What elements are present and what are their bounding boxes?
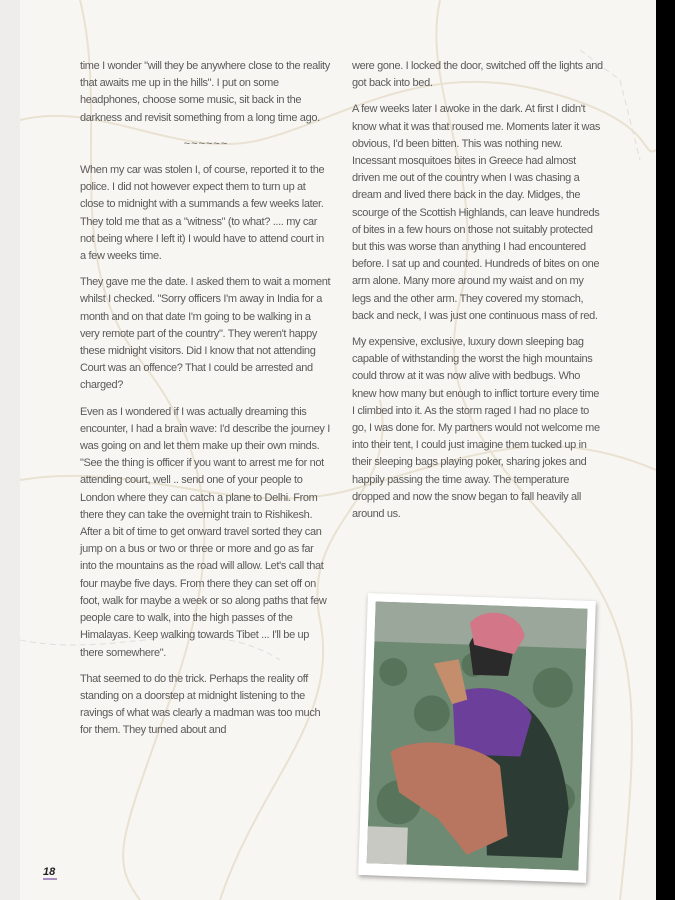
- page-number: 18: [43, 866, 56, 878]
- photo-crouching-man: [358, 593, 596, 883]
- paragraph: A few weeks later I awoke in the dark. At first I didn't know what it was that roused me. Moments later it was obvious, I'd been bitten. This was nothing new. Incessant mosquitoes bites in Greece had almost driven me out of the country when I was chasing a dream and lived there back in the day. Midges, the scourge of the Scottish Highlands, can leave hundreds of bites in a few hours on those not suitably protected but this was worse than anything I had encountered before. I sat up and counted. Hundreds of bites on one arm alone. Many more around my waist and on my legs and the other arm. They covered my stomach, back and neck, I was just one continuous mass of red.: [352, 103, 601, 322]
- paragraph: They gave me the date. I asked them to wait a moment whilst I checked. "Sorry officers I'm away in India for a month and on that date I'm going to be walking in a very remote part of the country". They weren't happy these midnight visitors. Did I know that not attending Court was an offence? That I could be arrested and charged?: [80, 276, 331, 392]
- section-separator: ~~~~~~: [183, 137, 229, 150]
- page-edge: [0, 0, 20, 900]
- page-number-underline: [43, 878, 57, 880]
- paragraph: time I wonder "will they be anywhere close to the reality that awaits me up in the hills". I put on some headphones, choose some music, sit back in the darkness and revisit something from a long time ago.: [80, 60, 330, 124]
- article-column-left: [80, 58, 332, 749]
- article-column-right: [352, 58, 604, 532]
- paragraph: My expensive, exclusive, luxury down sleeping bag capable of withstanding the worst the high mountains could throw at it was now alive with bedbugs. Who knew how many but enough to inflict torture every time I climbed into it. As the storm raged I had no place to go, I was done for. My partners would not welcome me into their tent, I could just imagine them tucked up in their sleeping bags playing poker, sharing jokes and happily passing the time away. The temperature dropped and now the snow began to fall heavily all around us.: [352, 336, 600, 521]
- paragraph: That seemed to do the trick. Perhaps the reality off standing on a doorstep at midnight listening to the ravings of what was clearly a madman was too much for them. They turned about and: [80, 672, 321, 737]
- paragraph: Even as I wondered if I was actually dreaming this encounter, I had a brain wave: I'd describe the journey I was going on and let them make up their own minds. "See the thing is officer if you want to arrest me for not attending court, well .. send one of your people to London where they can catch a plane to Delhi. From there they can take the overnight train to Rishikesh. After a bit of time to get onward travel sorted they can jump on a bus or two or three or more and go as far into the mountains as the road will allow. Let's call that four maybe five days. From there they can set off on foot, walk for maybe a week or so along paths that few people care to walk, into the high passes of the Himalayas. Keep walking towards Tibet ... I'll be up there somewhere".: [80, 405, 330, 659]
- photo-image: [367, 601, 588, 870]
- paragraph: were gone. I locked the door, switched off the lights and got back into bed.: [352, 60, 603, 90]
- paragraph: When my car was stolen I, of course, reported it to the police. I did not however expect them to turn up at close to midnight with a summands a few weeks later. They told me that as a "witness" (to what? .... my car not being where I left it) I would have to attend court in a few weeks time.: [80, 164, 325, 263]
- magazine-page: [20, 0, 656, 900]
